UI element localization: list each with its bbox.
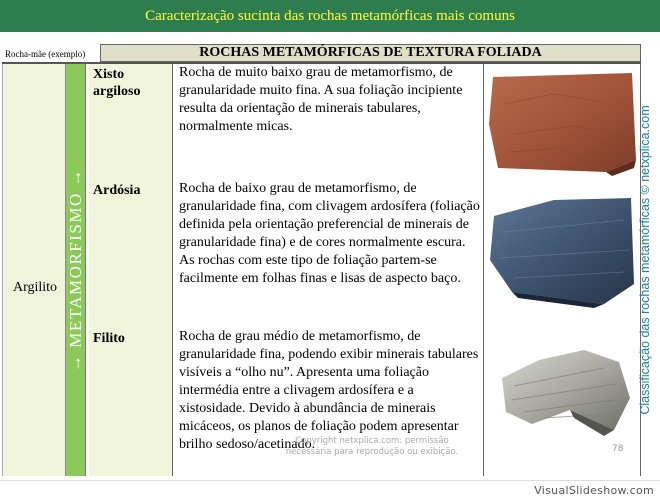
metamorphism-band [66,64,86,476]
parent-rock-label: Argilito [12,280,58,295]
rock-description: Rocha de muito baixo grau de metamorfismo, de granularidade muito fina. A sua foliação incipiente resulta da orientação de minerais tabulares, normalmente micas. [179,65,463,134]
rock-photo-dark-slate-icon [484,180,641,328]
rock-description-cell [173,180,484,328]
rock-name: Ardósia [93,183,141,198]
watermark-line-1: Copyright netxplica.com: permissão [295,436,449,446]
table-row [89,64,641,180]
rock-photo-reddish-icon [484,64,641,180]
metamorphism-label: → METAMORFISMO → [66,168,85,372]
table-main-header: ROCHAS METAMÓRFICAS DE TEXTURA FOLIADA [100,44,641,62]
rock-name: Xisto argiloso [93,67,141,99]
parent-rock-header: Rocha-mãe (exemplo) [5,49,86,59]
rock-name-cell [89,64,173,180]
rock-description: Rocha de baixo grau de metamorfismo, de granularidade fina, com clivagem ardosífera (foliação definida pela orientação preferencial de minerais de granularidade fina) e de cores normalmente escura. As rochas com este tipo de foliação partem-se facilmente em folhas finas e lisas de aspecto baço. [179,181,480,286]
rock-name-cell [89,180,173,328]
slide-title-bar [0,0,660,32]
copyright-watermark [262,436,482,458]
rock-name-cell [89,328,173,476]
side-credit: Classificação das rochas metamórficas © netxplica.com [638,105,652,415]
slide-title: Caracterização sucinta das rochas metamórficas mais comuns [145,7,515,24]
table-row [89,180,641,328]
parent-rock-column [2,64,66,476]
rock-description: Rocha de grau médio de metamorfismo, de granularidade fina, podendo exibir minerais tabulares visíveis a “olho nu”. Apresenta uma foliação intermédia entre a clivagem ardosífera e a xistosidade. Devido à abundância de minerais micáceos, os planos de foliação podem apresentar brilho sedoso/acetinado. [179,329,479,452]
rock-image-cell [484,64,641,180]
footer-bar [0,480,660,500]
slide-content [0,32,660,480]
rock-name: Filito [93,331,125,346]
rock-description-cell [173,64,484,180]
watermark-line-2: necessária para reprodução ou exibição. [285,447,459,457]
footer-brand-link[interactable]: VisualSlideshow.com [534,484,654,497]
page-number: 78 [612,444,624,454]
rock-image-cell [484,180,641,328]
